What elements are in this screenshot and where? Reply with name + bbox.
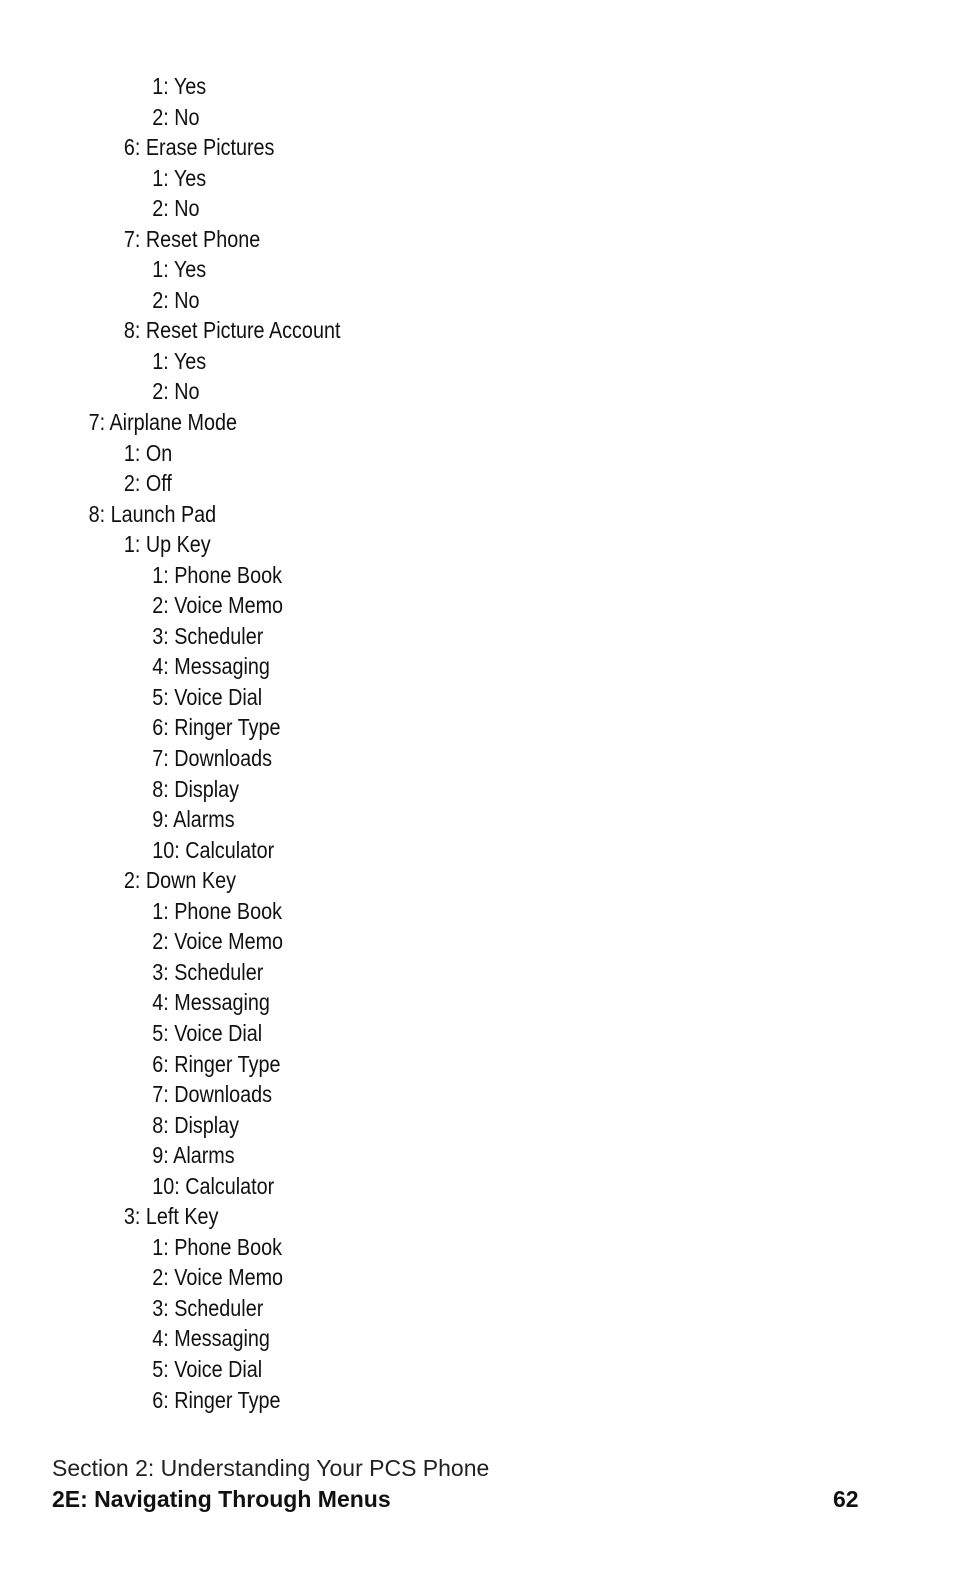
menu-item-level-3: 8: Display: [152, 1111, 240, 1138]
menu-item-level-3: 2: Voice Memo: [152, 1264, 284, 1291]
menu-item-level-1: 7: Airplane Mode: [88, 409, 238, 436]
menu-item-level-3: 4: Messaging: [152, 653, 270, 680]
menu-item-level-3: 3: Scheduler: [152, 1294, 264, 1321]
menu-item-level-3: 6: Ringer Type: [152, 714, 281, 741]
menu-item-level-2: 8: Reset Picture Account: [123, 317, 341, 344]
menu-item-level-3: 5: Voice Dial: [152, 1019, 263, 1046]
menu-item-level-3: 7: Downloads: [152, 1081, 273, 1108]
menu-item-level-3: 1: Phone Book: [152, 1233, 282, 1260]
menu-item-level-3: 3: Scheduler: [152, 622, 264, 649]
menu-item-level-3: 9: Alarms: [152, 1142, 235, 1169]
menu-item-level-1: 8: Launch Pad: [88, 500, 217, 527]
menu-item-level-3: 4: Messaging: [152, 989, 270, 1016]
menu-item-level-3: 10: Calculator: [152, 1172, 275, 1199]
menu-item-level-3: 2: No: [152, 286, 200, 313]
menu-item-level-3: 1: Phone Book: [152, 897, 282, 924]
menu-item-level-3: 1: Yes: [152, 256, 207, 283]
footer-section-title: Section 2: Understanding Your PCS Phone: [52, 1455, 490, 1481]
menu-item-level-3: 7: Downloads: [152, 745, 273, 772]
menu-item-level-3: 5: Voice Dial: [152, 683, 263, 710]
menu-item-level-3: 2: No: [152, 103, 200, 130]
menu-item-level-2: 1: On: [123, 439, 173, 466]
menu-item-level-3: 2: Voice Memo: [152, 928, 284, 955]
menu-item-level-3: 1: Yes: [152, 73, 207, 99]
menu-item-level-3: 6: Ringer Type: [152, 1386, 281, 1413]
menu-item-level-3: 2: Voice Memo: [152, 592, 284, 619]
page-number: 62: [833, 1486, 859, 1512]
menu-item-level-3: 1: Yes: [152, 164, 207, 191]
menu-outline: [0, 71, 954, 1415]
menu-item-level-2: 2: Off: [123, 470, 172, 497]
footer-chapter-title: 2E: Navigating Through Menus: [52, 1486, 391, 1512]
menu-item-level-3: 8: Display: [152, 775, 240, 802]
menu-item-level-3: 2: No: [152, 378, 200, 405]
menu-item-level-2: 1: Up Key: [123, 531, 211, 558]
menu-item-level-3: 5: Voice Dial: [152, 1355, 263, 1382]
menu-item-level-3: 1: Phone Book: [152, 561, 282, 588]
menu-item-level-3: 2: No: [152, 195, 200, 222]
menu-item-level-2: 2: Down Key: [123, 867, 236, 894]
menu-item-level-2: 3: Left Key: [123, 1203, 219, 1230]
menu-item-level-3: 1: Yes: [152, 347, 207, 374]
menu-item-level-3: 10: Calculator: [152, 836, 275, 863]
menu-item-level-3: 3: Scheduler: [152, 958, 264, 985]
menu-item-level-3: 9: Alarms: [152, 806, 235, 833]
menu-item-level-3: 4: Messaging: [152, 1325, 270, 1352]
menu-item-level-2: 7: Reset Phone: [123, 225, 261, 252]
menu-item-level-3: 6: Ringer Type: [152, 1050, 281, 1077]
menu-item-level-2: 6: Erase Pictures: [123, 134, 275, 161]
